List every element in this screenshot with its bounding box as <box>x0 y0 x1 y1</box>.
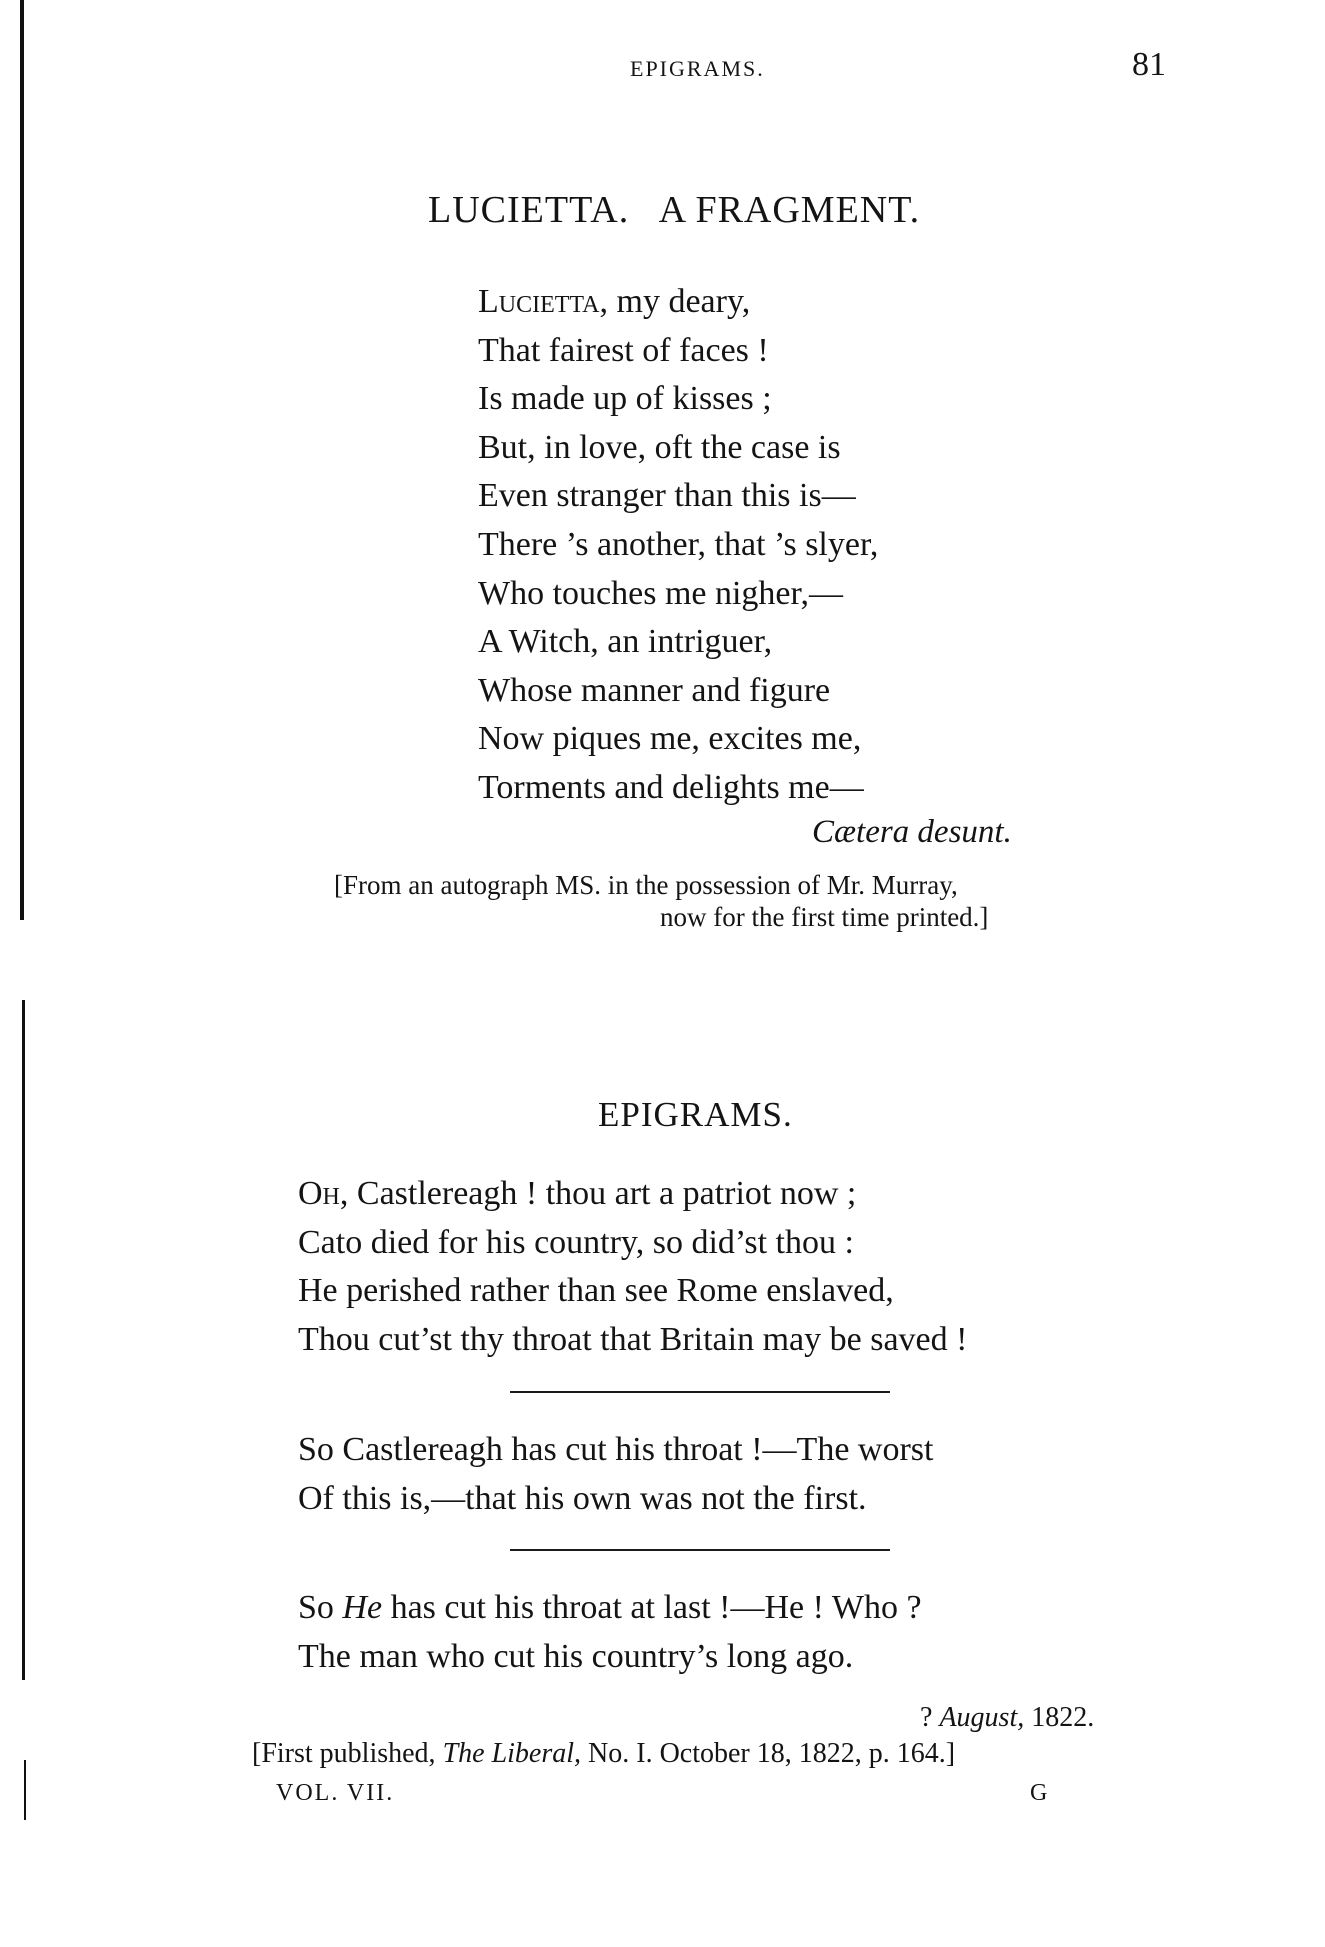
poem-body <box>478 278 878 813</box>
poem-line: Who touches me nigher,— <box>478 574 843 612</box>
epigram-line: Oh, Castlereagh ! thou art a patriot now ; <box>298 1175 857 1212</box>
poem-line: But, in love, oft the case is <box>478 428 841 466</box>
epigram-line: So He has cut his throat at last !—He ! Who ? <box>298 1589 922 1626</box>
date-line: ? August, 1822. <box>920 1702 1095 1733</box>
epigram-first-word: Oh <box>298 1175 340 1212</box>
epigram-2 <box>298 1426 933 1523</box>
poem-line: Lucietta, my deary, <box>478 283 751 320</box>
epigram-line: The man who cut his country’s long ago. <box>298 1637 854 1675</box>
separator-rule <box>510 1549 890 1551</box>
epigram-line: He perished rather than see Rome enslaved, <box>298 1272 894 1309</box>
epigram-line: Cato died for his country, so did’st thou : <box>298 1223 854 1261</box>
publication-note: [First published, The Liberal, No. I. October 18, 1822, p. 164.] <box>252 1738 956 1769</box>
poem-line: Whose manner and figure <box>478 671 831 709</box>
page-number: 81 <box>1132 46 1166 83</box>
poem-line: There ’s another, that ’s slyer, <box>478 525 879 563</box>
poem-line: Torments and delights me— <box>478 768 864 806</box>
poem-coda: Cætera desunt. <box>812 814 1012 850</box>
epigram-line: Of this is,—that his own was not the first. <box>298 1479 867 1517</box>
running-head-title: EPIGRAMS. <box>630 56 765 81</box>
poem-line: Now piques me, excites me, <box>478 720 862 758</box>
section-title: EPIGRAMS. <box>598 1095 793 1134</box>
poem-line: Is made up of kisses ; <box>478 380 772 418</box>
emphasis: He <box>342 1589 383 1626</box>
poem-source-note-line2: now for the first time printed.] <box>660 902 989 932</box>
poem-source-note-line1: [From an autograph MS. in the possession of Mr. Murray, <box>334 870 958 900</box>
poem-line: Even stranger than this is— <box>478 477 856 515</box>
epigram-1 <box>298 1170 967 1364</box>
epigram-line: So Castlereagh has cut his throat !—The worst <box>298 1431 934 1468</box>
volume-signature: VOL. VII. <box>276 1780 395 1806</box>
poem-line: A Witch, an intriguer, <box>478 623 773 661</box>
poem-first-word: Lucietta <box>478 283 600 320</box>
poem-title: LUCIETTA. A FRAGMENT. <box>428 189 921 231</box>
poem-line: That fairest of faces ! <box>478 331 769 369</box>
gathering-signature: G <box>1030 1780 1048 1806</box>
epigram-line: Thou cut’st thy throat that Britain may be saved ! <box>298 1320 968 1358</box>
epigram-3 <box>298 1584 922 1681</box>
separator-rule <box>510 1391 890 1393</box>
